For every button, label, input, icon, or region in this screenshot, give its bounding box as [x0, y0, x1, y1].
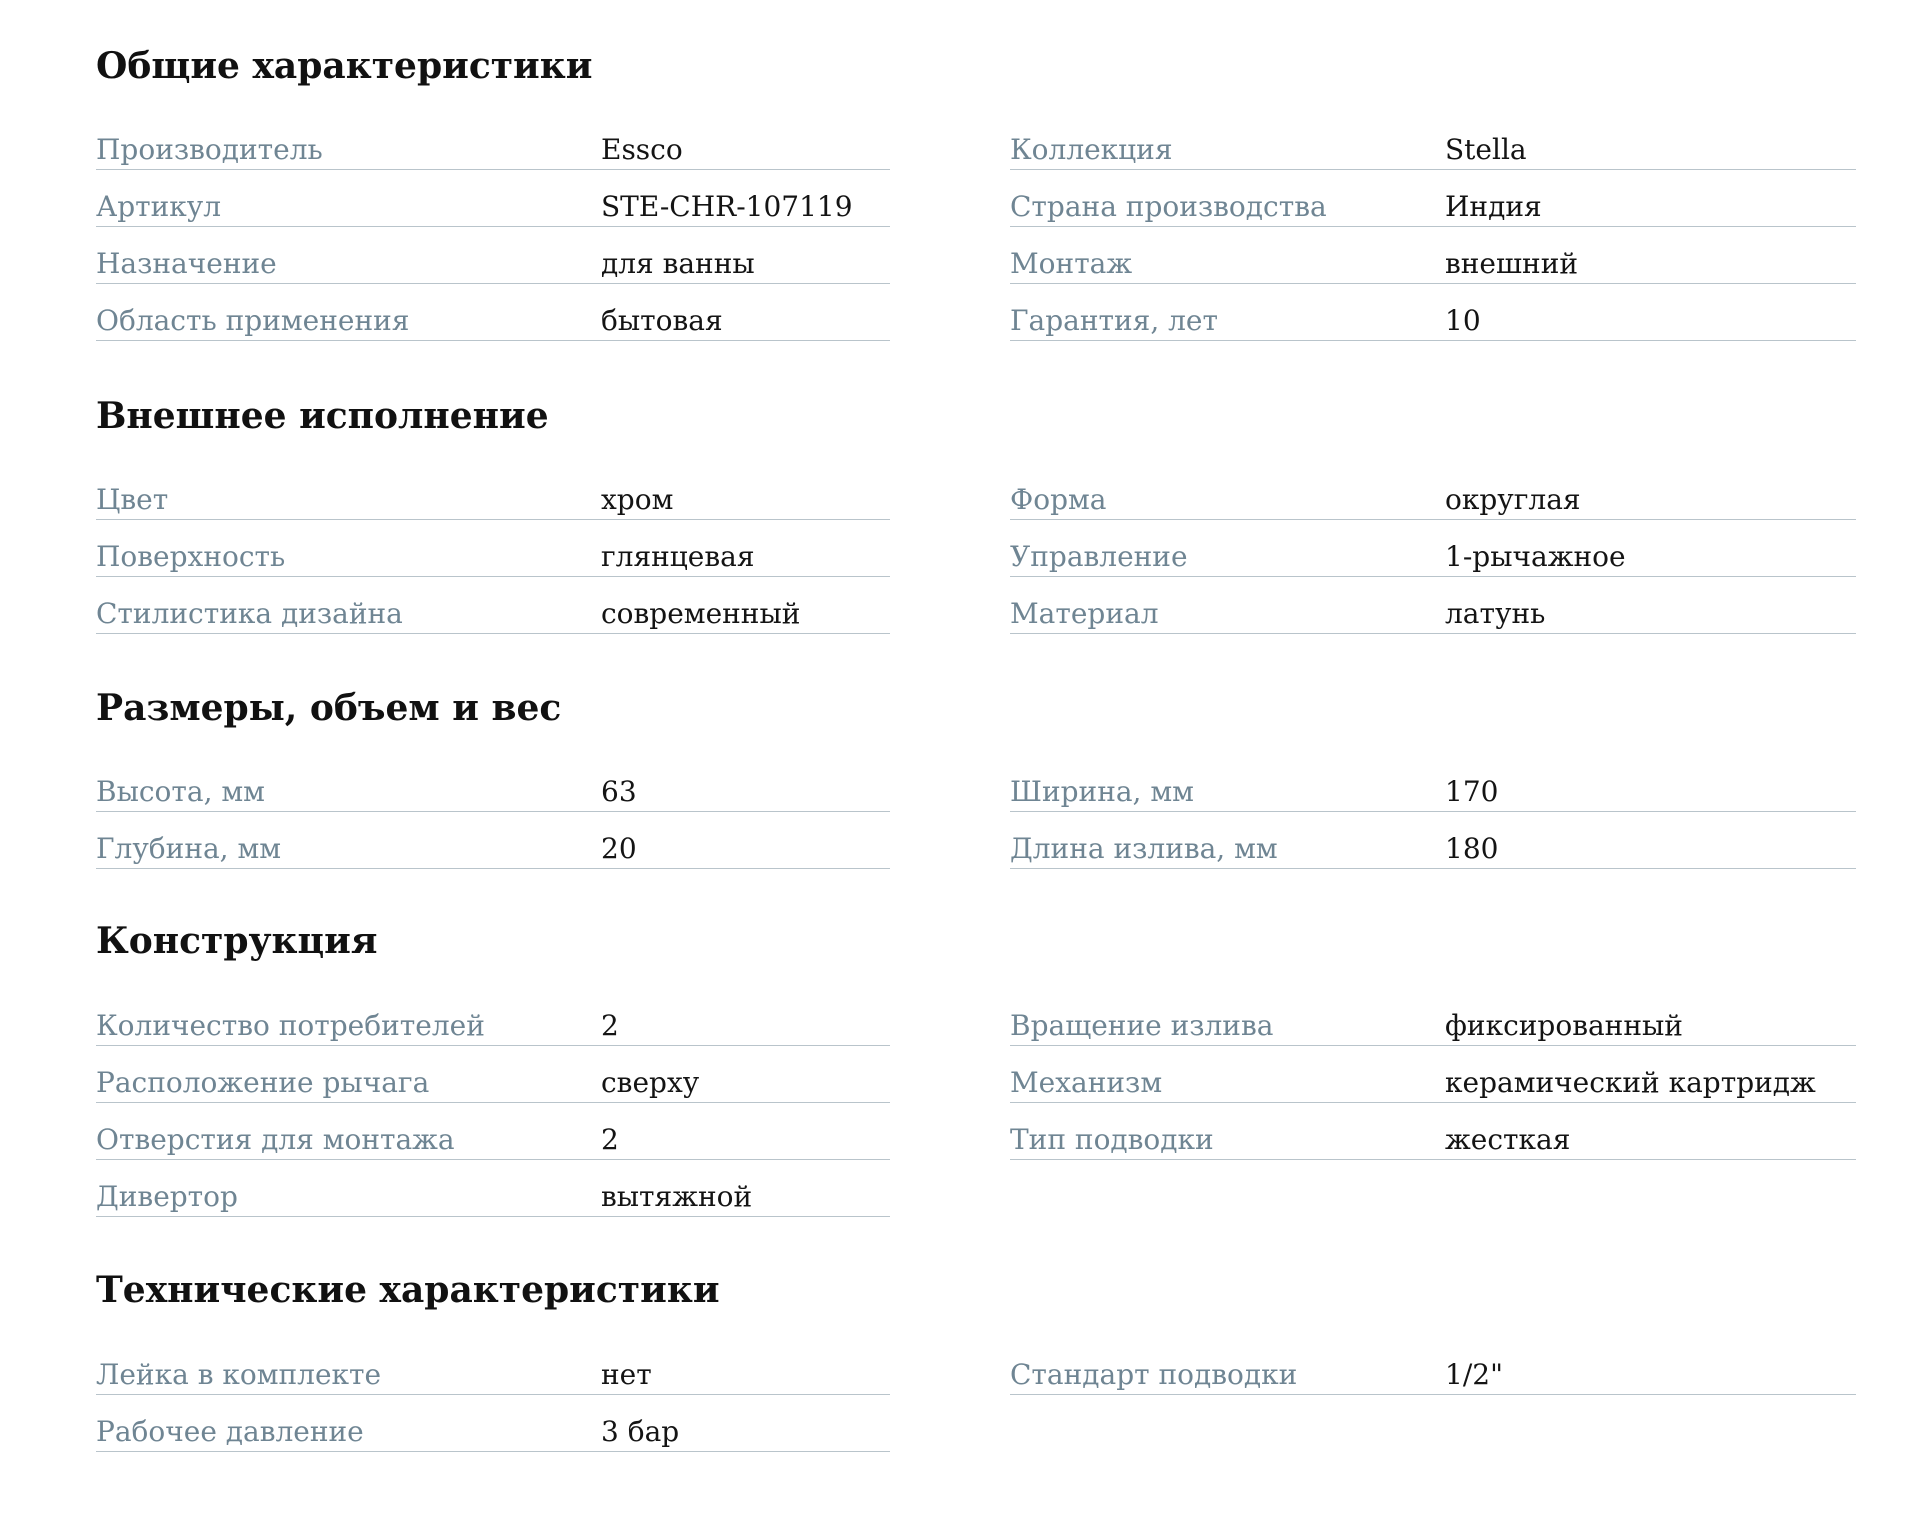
spec-column-left: [96, 1338, 890, 1452]
spec-label: Материал: [1010, 597, 1159, 630]
spec-value: бытовая: [601, 304, 723, 337]
spec-column-right: [1010, 989, 1856, 1160]
spec-value: 2: [601, 1009, 619, 1042]
spec-value: 180: [1445, 832, 1499, 865]
spec-column-right: [1010, 113, 1856, 341]
spec-label: Стилистика дизайна: [96, 597, 403, 630]
spec-value: сверху: [601, 1066, 700, 1099]
spec-label: Коллекция: [1010, 133, 1173, 166]
spec-row: [96, 463, 890, 520]
spec-row: [1010, 227, 1856, 284]
spec-row: [1010, 170, 1856, 227]
spec-value: жесткая: [1445, 1123, 1571, 1156]
spec-label: Отверстия для монтажа: [96, 1123, 455, 1156]
spec-value: 20: [601, 832, 637, 865]
spec-label: Расположение рычага: [96, 1066, 430, 1099]
spec-label: Гарантия, лет: [1010, 304, 1218, 337]
spec-row: [96, 1395, 890, 1452]
spec-value: 170: [1445, 775, 1499, 808]
spec-value: 2: [601, 1123, 619, 1156]
spec-row: [1010, 284, 1856, 341]
spec-label: Управление: [1010, 540, 1188, 573]
spec-label: Высота, мм: [96, 775, 265, 808]
spec-label: Количество потребителей: [96, 1009, 485, 1042]
spec-row: [1010, 812, 1856, 869]
spec-label: Цвет: [96, 483, 169, 516]
spec-label: Рабочее давление: [96, 1415, 364, 1448]
spec-row: [96, 1160, 890, 1217]
spec-label: Производитель: [96, 133, 323, 166]
spec-row: [1010, 1338, 1856, 1395]
spec-value: латунь: [1445, 597, 1546, 630]
spec-row: [96, 284, 890, 341]
spec-label: Механизм: [1010, 1066, 1163, 1099]
spec-column-left: [96, 755, 890, 869]
spec-column-left: [96, 113, 890, 341]
spec-value: 1/2": [1445, 1358, 1503, 1391]
spec-value: современный: [601, 597, 801, 630]
spec-column-right: [1010, 463, 1856, 634]
spec-value: 1-рычажное: [1445, 540, 1626, 573]
spec-value: округлая: [1445, 483, 1581, 516]
section-title-general: Общие характеристики: [96, 45, 593, 87]
spec-value: Stella: [1445, 133, 1527, 166]
spec-row: [96, 1338, 890, 1395]
spec-label: Вращение излива: [1010, 1009, 1274, 1042]
spec-label: Монтаж: [1010, 247, 1133, 280]
spec-column-left: [96, 463, 890, 634]
spec-label: Форма: [1010, 483, 1107, 516]
spec-label: Ширина, мм: [1010, 775, 1194, 808]
spec-column-right: [1010, 755, 1856, 869]
spec-label: Область применения: [96, 304, 410, 337]
spec-label: Длина излива, мм: [1010, 832, 1278, 865]
spec-value: 10: [1445, 304, 1481, 337]
spec-value: нет: [601, 1358, 652, 1391]
spec-row: [1010, 1103, 1856, 1160]
spec-label: Лейка в комплекте: [96, 1358, 382, 1391]
spec-label: Назначение: [96, 247, 277, 280]
spec-row: [1010, 520, 1856, 577]
spec-row: [1010, 463, 1856, 520]
spec-column-right: [1010, 1338, 1856, 1395]
spec-row: [96, 113, 890, 170]
spec-value: STE-CHR-107119: [601, 190, 853, 223]
spec-value: внешний: [1445, 247, 1579, 280]
spec-label: Поверхность: [96, 540, 286, 573]
section-title-dimensions: Размеры, объем и вес: [96, 687, 562, 729]
spec-value: Индия: [1445, 190, 1542, 223]
spec-value: керамический картридж: [1445, 1066, 1816, 1099]
section-title-construction: Конструкция: [96, 920, 378, 962]
spec-row: [1010, 577, 1856, 634]
spec-row: [96, 812, 890, 869]
spec-value: Essco: [601, 133, 683, 166]
spec-value: вытяжной: [601, 1180, 753, 1213]
spec-label: Стандарт подводки: [1010, 1358, 1298, 1391]
spec-row: [96, 1046, 890, 1103]
spec-column-left: [96, 989, 890, 1217]
spec-value: 3 бар: [601, 1415, 680, 1448]
spec-row: [96, 520, 890, 577]
spec-row: [1010, 989, 1856, 1046]
spec-value: хром: [601, 483, 674, 516]
spec-row: [96, 577, 890, 634]
spec-value: для ванны: [601, 247, 755, 280]
spec-row: [96, 170, 890, 227]
spec-label: Тип подводки: [1010, 1123, 1214, 1156]
spec-value: фиксированный: [1445, 1009, 1683, 1042]
section-title-technical: Технические характеристики: [96, 1269, 720, 1311]
spec-label: Страна производства: [1010, 190, 1327, 223]
spec-row: [96, 755, 890, 812]
spec-value: глянцевая: [601, 540, 755, 573]
spec-label: Дивертор: [96, 1180, 238, 1213]
spec-value: 63: [601, 775, 637, 808]
spec-row: [96, 227, 890, 284]
spec-row: [96, 1103, 890, 1160]
spec-label: Артикул: [96, 190, 222, 223]
spec-row: [1010, 113, 1856, 170]
spec-row: [1010, 1046, 1856, 1103]
spec-row: [96, 989, 890, 1046]
spec-label: Глубина, мм: [96, 832, 282, 865]
spec-row: [1010, 755, 1856, 812]
section-title-appearance: Внешнее исполнение: [96, 395, 549, 437]
